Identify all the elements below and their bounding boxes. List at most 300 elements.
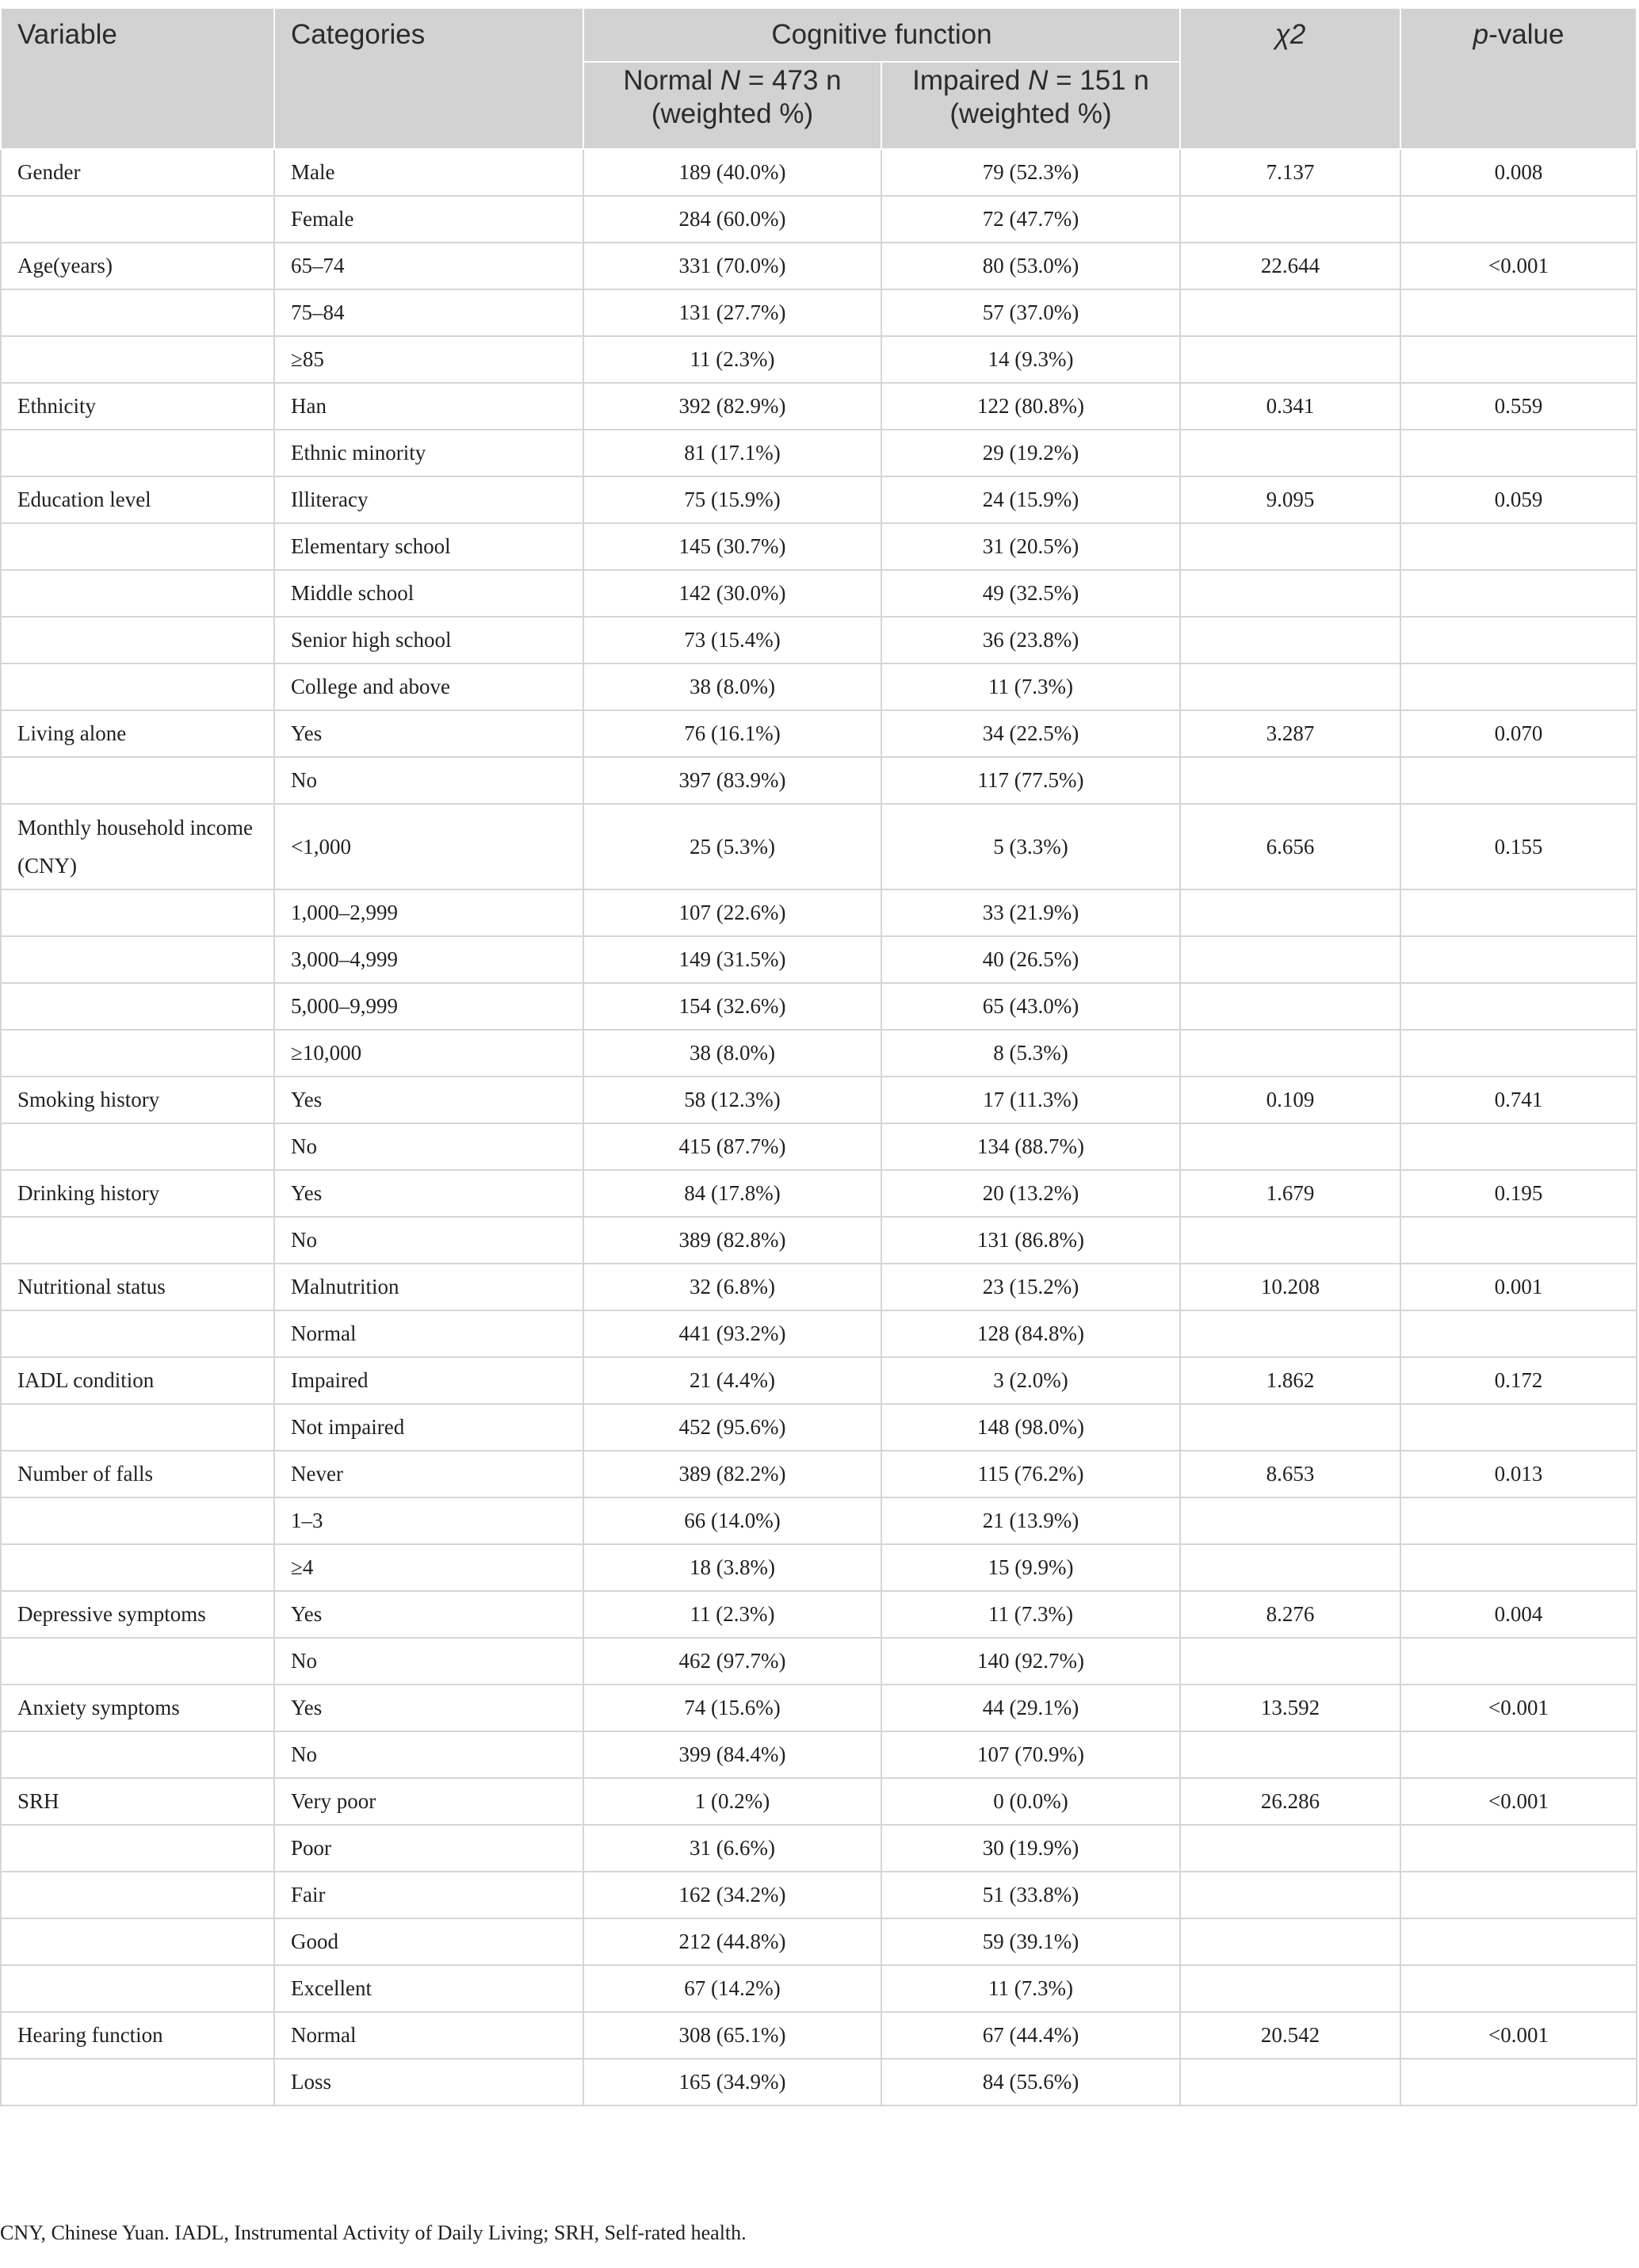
cell-variable: Monthly household income (CNY) — [1, 804, 274, 889]
cell-chi-square — [1180, 430, 1400, 476]
cell-variable: Anxiety symptoms — [1, 1685, 274, 1731]
cell-p-value — [1400, 523, 1637, 570]
cell-p-value — [1400, 1497, 1637, 1544]
cell-impaired: 14 (9.3%) — [881, 336, 1180, 383]
normal-weighted-label: (weighted %) — [651, 98, 814, 129]
cell-p-value: 0.195 — [1400, 1170, 1637, 1217]
table-row — [1, 804, 1637, 889]
cell-variable — [1, 1030, 274, 1077]
cell-impaired: 140 (92.7%) — [881, 1638, 1180, 1685]
table-row — [1, 1965, 1637, 2012]
cell-chi-square: 0.109 — [1180, 1077, 1400, 1123]
cell-category: Loss — [274, 2059, 583, 2105]
cell-impaired: 36 (23.8%) — [881, 617, 1180, 664]
cell-p-value — [1400, 1030, 1637, 1077]
cell-category: Normal — [274, 1310, 583, 1357]
cell-category: Fair — [274, 1872, 583, 1918]
cell-impaired: 8 (5.3%) — [881, 1030, 1180, 1077]
table-row — [1, 1030, 1637, 1077]
cell-p-value: <0.001 — [1400, 1685, 1637, 1731]
cell-normal: 75 (15.9%) — [583, 476, 881, 523]
cell-variable — [1, 1872, 274, 1918]
cell-variable — [1, 1825, 274, 1872]
cell-chi-square — [1180, 289, 1400, 336]
cell-chi-square — [1180, 1030, 1400, 1077]
cell-p-value: 0.741 — [1400, 1077, 1637, 1123]
cell-p-value — [1400, 1638, 1637, 1685]
cell-chi-square — [1180, 617, 1400, 664]
table-row — [1, 1217, 1637, 1264]
cell-p-value: 0.559 — [1400, 383, 1637, 430]
cell-variable — [1, 936, 274, 983]
cell-variable: Smoking history — [1, 1077, 274, 1123]
cell-category: No — [274, 1731, 583, 1778]
cell-impaired: 11 (7.3%) — [881, 1965, 1180, 2012]
table-row — [1, 1685, 1637, 1731]
cell-variable — [1, 889, 274, 936]
impaired-weighted-label: (weighted %) — [949, 98, 1112, 129]
cell-normal: 331 (70.0%) — [583, 243, 881, 289]
cell-variable — [1, 983, 274, 1030]
cell-impaired: 84 (55.6%) — [881, 2059, 1180, 2105]
cell-normal: 32 (6.8%) — [583, 1264, 881, 1310]
cell-category: College and above — [274, 664, 583, 710]
cell-variable — [1, 757, 274, 804]
cell-variable — [1, 2059, 274, 2105]
cell-impaired: 30 (19.9%) — [881, 1825, 1180, 1872]
table-row — [1, 149, 1637, 196]
cell-category: Han — [274, 383, 583, 430]
cell-normal: 189 (40.0%) — [583, 149, 881, 196]
cell-variable — [1, 336, 274, 383]
cell-normal: 58 (12.3%) — [583, 1077, 881, 1123]
cell-category: Elementary school — [274, 523, 583, 570]
cell-chi-square — [1180, 1918, 1400, 1965]
cell-variable — [1, 1123, 274, 1170]
table-row — [1, 1077, 1637, 1123]
table-row — [1, 476, 1637, 523]
cell-chi-square — [1180, 1217, 1400, 1264]
cell-normal: 11 (2.3%) — [583, 336, 881, 383]
cell-chi-square: 9.095 — [1180, 476, 1400, 523]
cell-normal: 397 (83.9%) — [583, 757, 881, 804]
cell-category: 65–74 — [274, 243, 583, 289]
cell-category: No — [274, 1217, 583, 1264]
cell-chi-square: 26.286 — [1180, 1778, 1400, 1825]
cell-variable — [1, 1544, 274, 1591]
cell-p-value — [1400, 889, 1637, 936]
cell-p-value — [1400, 1731, 1637, 1778]
cell-variable — [1, 1497, 274, 1544]
cell-p-value — [1400, 936, 1637, 983]
table-body — [1, 149, 1637, 2105]
cell-category: Yes — [274, 1170, 583, 1217]
table-row — [1, 430, 1637, 476]
table-row — [1, 1310, 1637, 1357]
cell-variable — [1, 1965, 274, 2012]
cell-normal: 399 (84.4%) — [583, 1731, 881, 1778]
cell-variable — [1, 196, 274, 243]
cell-chi-square: 7.137 — [1180, 149, 1400, 196]
cell-p-value — [1400, 430, 1637, 476]
table-row — [1, 570, 1637, 617]
cell-normal: 107 (22.6%) — [583, 889, 881, 936]
cell-normal: 142 (30.0%) — [583, 570, 881, 617]
cell-category: No — [274, 1123, 583, 1170]
cell-variable — [1, 1310, 274, 1357]
cell-variable: Hearing function — [1, 2012, 274, 2059]
cell-normal: 11 (2.3%) — [583, 1591, 881, 1638]
cell-variable — [1, 430, 274, 476]
cell-impaired: 3 (2.0%) — [881, 1357, 1180, 1404]
cell-normal: 162 (34.2%) — [583, 1872, 881, 1918]
cell-p-value: 0.059 — [1400, 476, 1637, 523]
cell-category: Good — [274, 1918, 583, 1965]
cell-chi-square — [1180, 1544, 1400, 1591]
cell-normal: 389 (82.2%) — [583, 1451, 881, 1497]
cell-p-value: 0.155 — [1400, 804, 1637, 889]
normal-count: = 473 n — [740, 65, 842, 96]
cell-p-value — [1400, 1918, 1637, 1965]
cell-variable — [1, 523, 274, 570]
cell-variable: Number of falls — [1, 1451, 274, 1497]
table-row — [1, 2012, 1637, 2059]
header-impaired — [881, 62, 1180, 149]
cell-impaired: 24 (15.9%) — [881, 476, 1180, 523]
cell-normal: 308 (65.1%) — [583, 2012, 881, 2059]
cell-p-value — [1400, 289, 1637, 336]
cell-p-value — [1400, 2059, 1637, 2105]
results-table — [0, 7, 1637, 2106]
cell-normal: 18 (3.8%) — [583, 1544, 881, 1591]
cell-category: Excellent — [274, 1965, 583, 2012]
table-header — [1, 8, 1637, 149]
cell-impaired: 31 (20.5%) — [881, 523, 1180, 570]
cell-normal: 145 (30.7%) — [583, 523, 881, 570]
cell-category: Illiteracy — [274, 476, 583, 523]
cell-chi-square — [1180, 2059, 1400, 2105]
table-row — [1, 243, 1637, 289]
cell-chi-square: 10.208 — [1180, 1264, 1400, 1310]
table-row — [1, 1497, 1637, 1544]
cell-normal: 149 (31.5%) — [583, 936, 881, 983]
cell-impaired: 0 (0.0%) — [881, 1778, 1180, 1825]
cell-impaired: 80 (53.0%) — [881, 243, 1180, 289]
cell-impaired: 67 (44.4%) — [881, 2012, 1180, 2059]
cell-category: 75–84 — [274, 289, 583, 336]
p-letter: p — [1473, 19, 1489, 50]
cell-variable — [1, 1918, 274, 1965]
cell-variable: Nutritional status — [1, 1264, 274, 1310]
cell-p-value: 0.001 — [1400, 1264, 1637, 1310]
cell-chi-square — [1180, 1310, 1400, 1357]
cell-variable: Education level — [1, 476, 274, 523]
cell-impaired: 79 (52.3%) — [881, 149, 1180, 196]
cell-chi-square: 8.653 — [1180, 1451, 1400, 1497]
cell-impaired: 34 (22.5%) — [881, 710, 1180, 757]
cell-chi-square — [1180, 570, 1400, 617]
normal-label: Normal — [623, 65, 720, 96]
cell-category: 1,000–2,999 — [274, 889, 583, 936]
impaired-n-symbol: N — [1028, 65, 1049, 96]
cell-impaired: 33 (21.9%) — [881, 889, 1180, 936]
cell-category: Yes — [274, 1591, 583, 1638]
cell-p-value — [1400, 1123, 1637, 1170]
cell-normal: 462 (97.7%) — [583, 1638, 881, 1685]
cell-p-value — [1400, 617, 1637, 664]
p-suffix: -value — [1488, 19, 1564, 50]
cell-variable: Drinking history — [1, 1170, 274, 1217]
cell-normal: 81 (17.1%) — [583, 430, 881, 476]
cell-impaired: 49 (32.5%) — [881, 570, 1180, 617]
header-variable: Variable — [1, 8, 274, 149]
cell-normal: 84 (17.8%) — [583, 1170, 881, 1217]
table-row — [1, 289, 1637, 336]
cell-chi-square: 6.656 — [1180, 804, 1400, 889]
cell-p-value: <0.001 — [1400, 2012, 1637, 2059]
cell-normal: 441 (93.2%) — [583, 1310, 881, 1357]
cell-normal: 392 (82.9%) — [583, 383, 881, 430]
header-categories: Categories — [274, 8, 583, 149]
table-row — [1, 1731, 1637, 1778]
cell-category: No — [274, 757, 583, 804]
cell-category: Senior high school — [274, 617, 583, 664]
cell-impaired: 57 (37.0%) — [881, 289, 1180, 336]
cell-category: ≥4 — [274, 1544, 583, 1591]
table-row — [1, 1825, 1637, 1872]
cell-impaired: 134 (88.7%) — [881, 1123, 1180, 1170]
cell-chi-square — [1180, 1731, 1400, 1778]
cell-p-value — [1400, 664, 1637, 710]
cell-impaired: 15 (9.9%) — [881, 1544, 1180, 1591]
cell-normal: 131 (27.7%) — [583, 289, 881, 336]
cell-variable: Gender — [1, 149, 274, 196]
cell-chi-square: 0.341 — [1180, 383, 1400, 430]
cell-category: Never — [274, 1451, 583, 1497]
cell-impaired: 51 (33.8%) — [881, 1872, 1180, 1918]
cell-p-value — [1400, 1404, 1637, 1451]
cell-chi-square: 1.679 — [1180, 1170, 1400, 1217]
cell-chi-square — [1180, 1825, 1400, 1872]
table-row — [1, 1264, 1637, 1310]
cell-category: Not impaired — [274, 1404, 583, 1451]
cell-p-value: 0.070 — [1400, 710, 1637, 757]
cell-category: <1,000 — [274, 804, 583, 889]
cell-category: Female — [274, 196, 583, 243]
table-row — [1, 617, 1637, 664]
table-row — [1, 889, 1637, 936]
table-row — [1, 1872, 1637, 1918]
cell-chi-square — [1180, 1123, 1400, 1170]
cell-chi-square — [1180, 936, 1400, 983]
cell-chi-square — [1180, 336, 1400, 383]
cell-normal: 76 (16.1%) — [583, 710, 881, 757]
table-row — [1, 664, 1637, 710]
cell-p-value — [1400, 336, 1637, 383]
table-row — [1, 710, 1637, 757]
cell-p-value — [1400, 570, 1637, 617]
cell-variable — [1, 570, 274, 617]
cell-category: Ethnic minority — [274, 430, 583, 476]
cell-chi-square — [1180, 196, 1400, 243]
cell-normal: 25 (5.3%) — [583, 804, 881, 889]
table-row — [1, 1638, 1637, 1685]
cell-p-value — [1400, 1310, 1637, 1357]
header-cognitive-function: Cognitive function — [583, 8, 1180, 62]
cell-category: ≥10,000 — [274, 1030, 583, 1077]
cell-p-value: 0.013 — [1400, 1451, 1637, 1497]
impaired-label: Impaired — [912, 65, 1029, 96]
cell-normal: 284 (60.0%) — [583, 196, 881, 243]
cell-chi-square — [1180, 757, 1400, 804]
cell-impaired: 21 (13.9%) — [881, 1497, 1180, 1544]
cell-normal: 38 (8.0%) — [583, 664, 881, 710]
table-row — [1, 1451, 1637, 1497]
cell-chi-square: 3.287 — [1180, 710, 1400, 757]
cell-normal: 154 (32.6%) — [583, 983, 881, 1030]
cell-impaired: 44 (29.1%) — [881, 1685, 1180, 1731]
header-p-value — [1400, 8, 1637, 149]
cell-category: Poor — [274, 1825, 583, 1872]
cell-p-value: 0.172 — [1400, 1357, 1637, 1404]
cell-category: 5,000–9,999 — [274, 983, 583, 1030]
cell-variable: IADL condition — [1, 1357, 274, 1404]
cell-variable — [1, 1731, 274, 1778]
cell-impaired: 17 (11.3%) — [881, 1077, 1180, 1123]
cell-impaired: 117 (77.5%) — [881, 757, 1180, 804]
table-row — [1, 757, 1637, 804]
cell-normal: 21 (4.4%) — [583, 1357, 881, 1404]
cell-impaired: 72 (47.7%) — [881, 196, 1180, 243]
table-row — [1, 1778, 1637, 1825]
table-row — [1, 1591, 1637, 1638]
cell-variable: Depressive symptoms — [1, 1591, 274, 1638]
cell-chi-square — [1180, 664, 1400, 710]
cell-variable: SRH — [1, 1778, 274, 1825]
cell-p-value — [1400, 1825, 1637, 1872]
cell-category: No — [274, 1638, 583, 1685]
cell-variable — [1, 664, 274, 710]
cell-normal: 73 (15.4%) — [583, 617, 881, 664]
cell-variable: Ethnicity — [1, 383, 274, 430]
table-row — [1, 936, 1637, 983]
table-row — [1, 383, 1637, 430]
cell-normal: 415 (87.7%) — [583, 1123, 881, 1170]
table-row — [1, 523, 1637, 570]
cell-variable: Age(years) — [1, 243, 274, 289]
cell-chi-square — [1180, 1638, 1400, 1685]
cell-category: Very poor — [274, 1778, 583, 1825]
cell-p-value — [1400, 1217, 1637, 1264]
cell-p-value — [1400, 757, 1637, 804]
cell-p-value — [1400, 1544, 1637, 1591]
cell-impaired: 59 (39.1%) — [881, 1918, 1180, 1965]
cell-impaired: 122 (80.8%) — [881, 383, 1180, 430]
cell-variable — [1, 289, 274, 336]
table-row — [1, 336, 1637, 383]
cell-normal: 38 (8.0%) — [583, 1030, 881, 1077]
cell-impaired: 148 (98.0%) — [881, 1404, 1180, 1451]
cell-normal: 165 (34.9%) — [583, 2059, 881, 2105]
cell-category: Malnutrition — [274, 1264, 583, 1310]
cell-category: Middle school — [274, 570, 583, 617]
cell-chi-square: 20.542 — [1180, 2012, 1400, 2059]
cell-variable — [1, 1638, 274, 1685]
cell-category: Yes — [274, 1077, 583, 1123]
table-row — [1, 1404, 1637, 1451]
cell-chi-square — [1180, 983, 1400, 1030]
cell-category: 1–3 — [274, 1497, 583, 1544]
cell-chi-square: 8.276 — [1180, 1591, 1400, 1638]
table-row — [1, 1123, 1637, 1170]
cell-impaired: 11 (7.3%) — [881, 1591, 1180, 1638]
cell-variable — [1, 1404, 274, 1451]
cell-p-value — [1400, 196, 1637, 243]
cell-chi-square — [1180, 1497, 1400, 1544]
cell-impaired: 131 (86.8%) — [881, 1217, 1180, 1264]
cell-chi-square — [1180, 1965, 1400, 2012]
cell-category: Normal — [274, 2012, 583, 2059]
cell-impaired: 11 (7.3%) — [881, 664, 1180, 710]
table-footnote: CNY, Chinese Yuan. IADL, Instrumental Activity of Daily Living; SRH, Self-rated health. — [0, 2221, 747, 2244]
cell-chi-square — [1180, 889, 1400, 936]
cell-p-value — [1400, 983, 1637, 1030]
header-chi-square — [1180, 8, 1400, 149]
cell-normal: 31 (6.6%) — [583, 1825, 881, 1872]
table-row — [1, 983, 1637, 1030]
cell-impaired: 107 (70.9%) — [881, 1731, 1180, 1778]
cell-variable: Living alone — [1, 710, 274, 757]
table-row — [1, 2059, 1637, 2105]
cell-p-value: <0.001 — [1400, 243, 1637, 289]
cell-impaired: 40 (26.5%) — [881, 936, 1180, 983]
cell-normal: 74 (15.6%) — [583, 1685, 881, 1731]
cell-normal: 452 (95.6%) — [583, 1404, 881, 1451]
cell-normal: 67 (14.2%) — [583, 1965, 881, 2012]
cell-category: Male — [274, 149, 583, 196]
cell-category: Yes — [274, 1685, 583, 1731]
cell-chi-square: 1.862 — [1180, 1357, 1400, 1404]
cell-variable — [1, 1217, 274, 1264]
cell-impaired: 65 (43.0%) — [881, 983, 1180, 1030]
table-row — [1, 1357, 1637, 1404]
cell-impaired: 20 (13.2%) — [881, 1170, 1180, 1217]
cell-category: Impaired — [274, 1357, 583, 1404]
cell-impaired: 115 (76.2%) — [881, 1451, 1180, 1497]
cell-normal: 1 (0.2%) — [583, 1778, 881, 1825]
table-row — [1, 1918, 1637, 1965]
table-row — [1, 196, 1637, 243]
cell-p-value — [1400, 1872, 1637, 1918]
cell-chi-square: 22.644 — [1180, 243, 1400, 289]
cell-variable — [1, 617, 274, 664]
cell-category: 3,000–4,999 — [274, 936, 583, 983]
cell-category: Yes — [274, 710, 583, 757]
cell-p-value — [1400, 1965, 1637, 2012]
cell-category: ≥85 — [274, 336, 583, 383]
table-row — [1, 1170, 1637, 1217]
cell-p-value: 0.008 — [1400, 149, 1637, 196]
impaired-count: = 151 n — [1048, 65, 1149, 96]
cell-impaired: 5 (3.3%) — [881, 804, 1180, 889]
chi-symbol: χ2 — [1274, 19, 1306, 50]
cell-impaired: 23 (15.2%) — [881, 1264, 1180, 1310]
cell-impaired: 29 (19.2%) — [881, 430, 1180, 476]
cell-normal: 66 (14.0%) — [583, 1497, 881, 1544]
cell-p-value: <0.001 — [1400, 1778, 1637, 1825]
header-normal — [583, 62, 881, 149]
table-row — [1, 1544, 1637, 1591]
